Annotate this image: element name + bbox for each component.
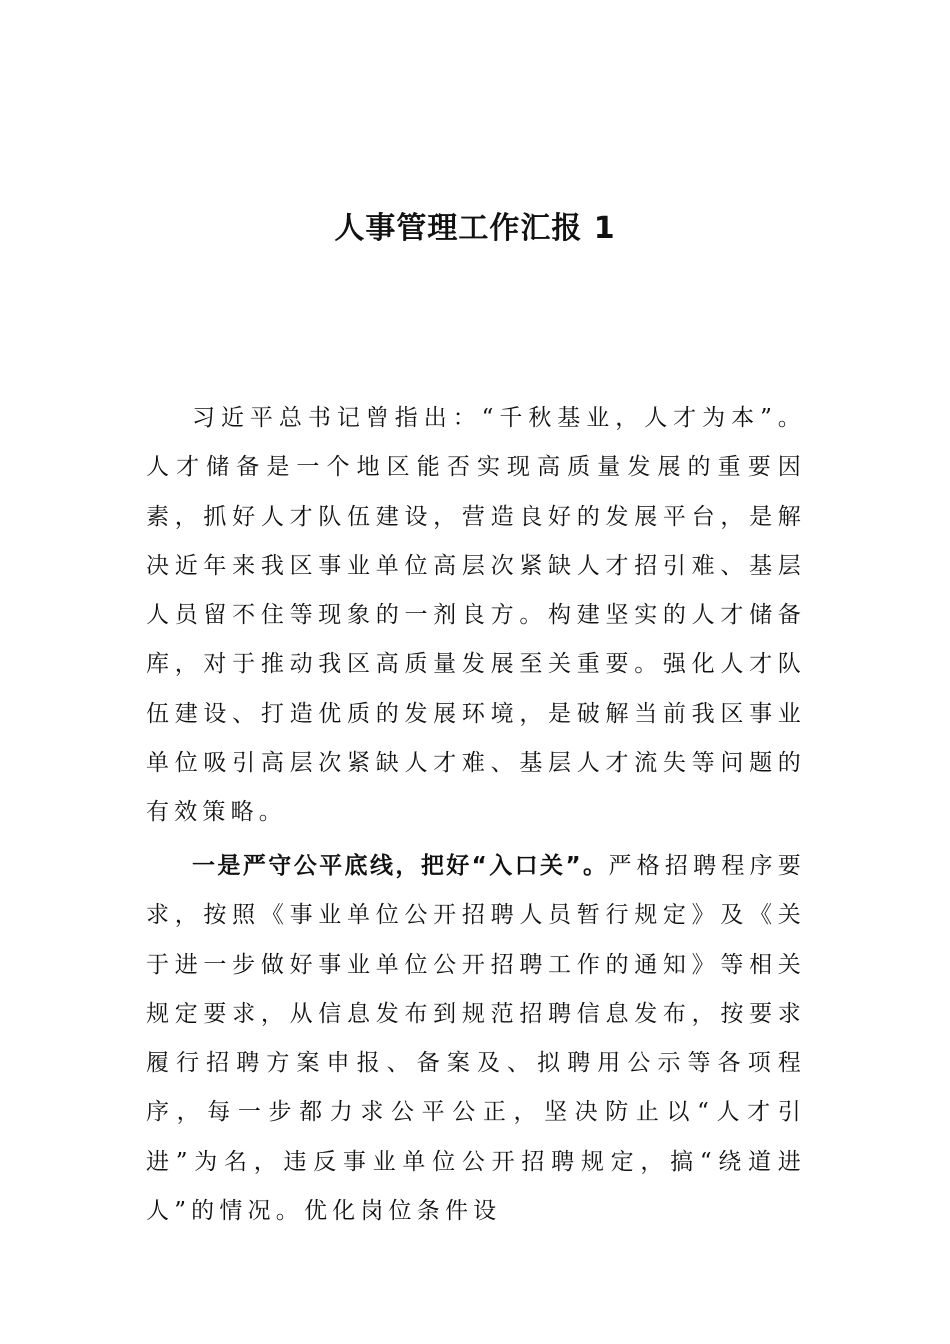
document-title: 人事管理工作汇报 1 xyxy=(334,211,616,246)
paragraph-fairness-lead: 一是严守公平底线，把好“入口关”。 xyxy=(192,853,609,879)
paragraph-intro-text: 习近平总书记曾指出：“千秋基业，人才为本”。人才储备是一个地区能否实现高质量发展的重要因素，抓好人才队伍建设，营造良好的发展平台，是解决近年来我区事业单位高层次紧缺人才招引难、基层人员留不住等现象的一剂良方。构建坚实的人才储备库，对于推动我区高质量发展至关重要。强化人才队伍建设、打造优质的发展环境，是破解当前我区事业单位吸引高层次紧缺人才难、基层人才流失等问题的有效策略。 xyxy=(146,405,806,826)
paragraph-fairness-text: 严格招聘程序要求，按照《事业单位公开招聘人员暂行规定》及《关于进一步做好事业单位公开招聘工作的通知》等相关规定要求，从信息发布到规范招聘信息发布，按要求履行招聘方案申报、备案及、拟聘用公示等各项程序，每一步都力求公平公正，坚决防止以“人才引进”为名，违反事业单位公开招聘规定，搞“绕道进人”的情况。优化岗位条件设 xyxy=(146,853,806,1225)
paragraph-intro xyxy=(146,394,806,838)
paragraph-fairness xyxy=(146,842,806,1236)
